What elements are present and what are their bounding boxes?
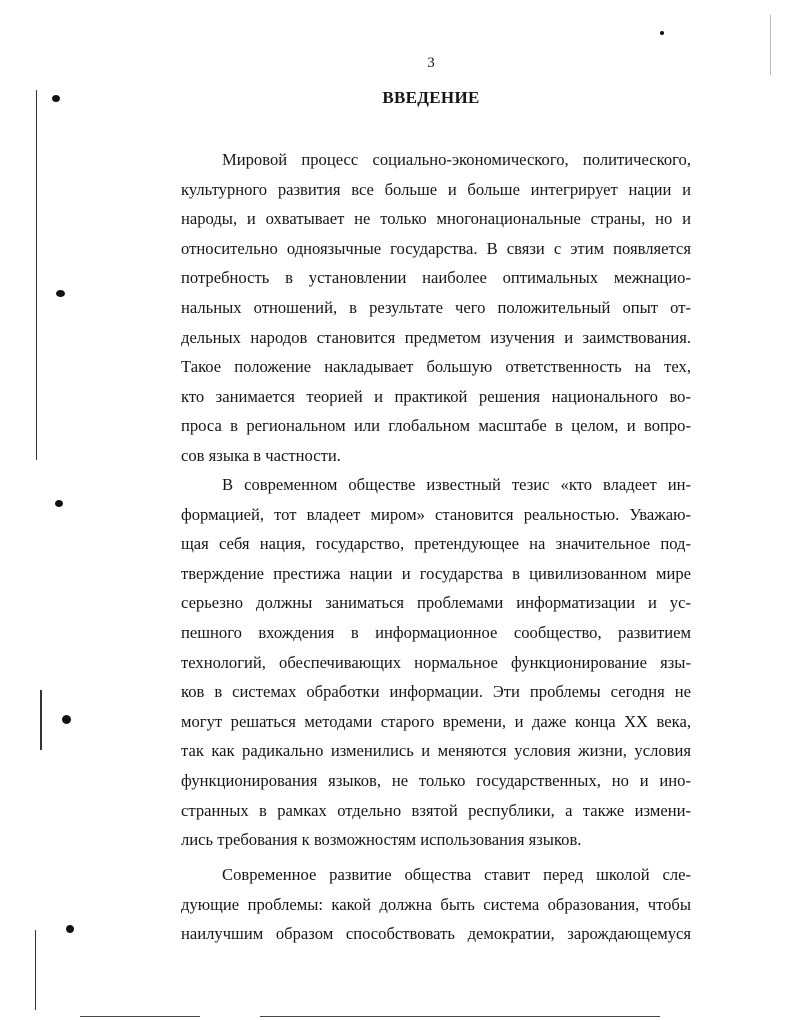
text-line: культурного развития все больше и больше интегрирует нации и bbox=[181, 179, 691, 199]
text-line: В современном обществе известный тезис «кто владеет ин- bbox=[222, 475, 691, 494]
text-line: щая себя нация, государство, претендующее на значительное под- bbox=[181, 534, 691, 554]
page-number: 3 bbox=[427, 55, 435, 71]
text-line: ков в системах обработки информации. Эти проблемы сегодня не bbox=[181, 682, 691, 702]
text-line: Мировой процесс социально-экономического, политического, bbox=[222, 150, 691, 169]
text-line: странных в рамках отдельно взятой республики, а также измени- bbox=[181, 800, 691, 820]
text-line: лись требования к возможностям использования языков. bbox=[181, 830, 582, 850]
text-line: проса в региональном или глобальном масштабе в целом, и вопро- bbox=[181, 416, 691, 436]
scan-speck bbox=[62, 715, 71, 724]
scan-speck bbox=[66, 925, 74, 933]
text-line: кто занимается теорией и практикой решения национального во- bbox=[181, 386, 691, 406]
text-line: пешного вхождения в информационное сообщество, развитием bbox=[181, 623, 691, 642]
scan-bottom-line bbox=[80, 1016, 200, 1017]
text-line: относительно одноязычные государства. В связи с этим появляется bbox=[181, 238, 691, 258]
scan-bottom-line bbox=[260, 1016, 660, 1017]
text-line: потребность в установлении наиболее оптимальных межнацио- bbox=[181, 268, 691, 288]
text-line: формацией, тот владеет миром» становится реальностью. Уважаю- bbox=[181, 504, 691, 524]
text-line: функционирования языков, не только государственных, но и ино- bbox=[181, 771, 691, 790]
text-line: технологий, обеспечивающих нормальное функционирование язы- bbox=[181, 652, 691, 672]
text-line: тверждение престижа нации и государства в цивилизованном мире bbox=[181, 563, 691, 583]
text-line: так как радикально изменились и меняются условия жизни, условия bbox=[181, 741, 691, 761]
scan-margin-line bbox=[40, 690, 42, 750]
text-line: сов языка в частности. bbox=[181, 446, 341, 465]
text-line: нальных отношений, в результате чего положительный опыт от- bbox=[181, 298, 691, 317]
scan-speck bbox=[55, 500, 63, 507]
text-line: дующие проблемы: какой должна быть система образования, чтобы bbox=[181, 894, 691, 914]
text-line: наилучшим образом способствовать демократии, зарождающемуся bbox=[181, 924, 691, 944]
scan-margin-line bbox=[35, 930, 36, 1010]
page-title: ВВЕДЕНИЕ bbox=[382, 88, 480, 107]
text-line: Такое положение накладывает большую ответственность на тех, bbox=[181, 357, 691, 377]
text-line: серьезно должны заниматься проблемами информатизации и ус- bbox=[181, 593, 691, 613]
text-line: народы, и охватывает не только многонациональные страны, но и bbox=[181, 209, 691, 229]
scan-speck bbox=[56, 290, 65, 297]
text-line: дельных народов становится предметом изучения и заимствования. bbox=[181, 327, 691, 347]
scan-margin-line bbox=[36, 90, 37, 460]
scan-speck bbox=[660, 31, 664, 35]
text-line: Современное развитие общества ставит перед школой сле- bbox=[222, 865, 691, 884]
text-line: могут решаться методами старого времени, и даже конца XX века, bbox=[181, 711, 691, 731]
